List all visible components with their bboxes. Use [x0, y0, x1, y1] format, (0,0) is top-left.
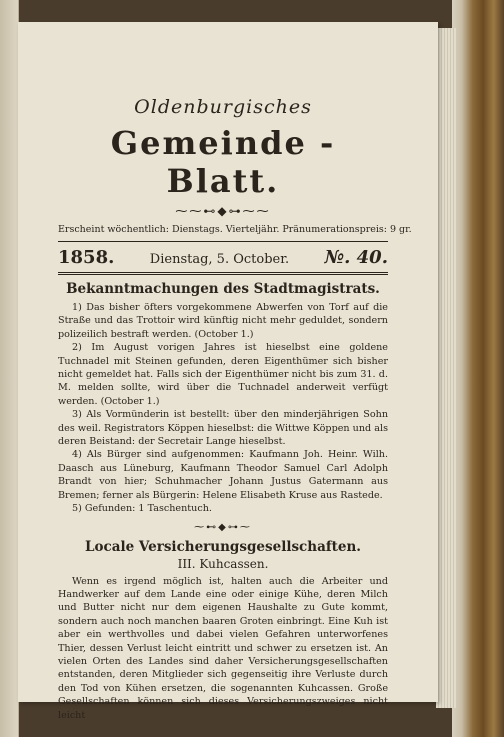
page-stack-edges: [436, 28, 456, 708]
dateline: [58, 247, 388, 268]
book-spine: [452, 0, 504, 737]
paragraph: 3) Als Vormünderin ist bestellt: über den minderjährigen Sohn des weil. Registrators Köppen hieselbst: die Wittwe Köppen und als deren Beistand: der Secretair Lange hieselbst.: [58, 409, 388, 448]
publication-info: Erscheint wöchentlich: Dienstags. Vierteljähr. Pränumerationspreis: 9 gr.: [58, 224, 412, 235]
paragraph: 4) Als Bürger sind aufgenommen: Kaufmann Joh. Heinr. Wilh. Daasch aus Lüneburg, Kaufmann Theodor Samuel Carl Adolph Brandt von hier; Schuhmacher Johann Justus Gatermann aus Bremen; ferner als Bürgerin: Helene Elisabeth Kruse aus Rastede.: [58, 449, 388, 501]
newspaper-page: [18, 22, 438, 721]
section-body-magistrat: [58, 301, 388, 516]
paragraph: 1) Das bisher öfters vorgekommene Abwerfen von Torf auf die Straße und das Trottoir wird künftig nicht mehr geduldet, sondern polizeilich bestraft werden. (October 1.): [58, 302, 388, 340]
masthead-title: Gemeinde - Blatt.: [110, 124, 336, 200]
masthead-line1: Oldenburgisches: [134, 96, 312, 118]
book-left-edge: [0, 0, 19, 737]
page-content: [58, 44, 412, 722]
divider-double-rule: [58, 272, 388, 275]
paragraph: 5) Gefunden: 1 Taschentuch.: [72, 503, 212, 515]
section-heading-magistrat: Bekanntmachungen des Stadtmagistrats.: [66, 281, 380, 297]
divider-rule: [58, 241, 388, 242]
section-divider-ornament: ⁓⊷◆⊶⁓: [194, 521, 252, 533]
section-heading-insurance: Locale Versicherungsgesellschaften.: [85, 538, 361, 555]
section-subheading: III. Kuhcassen.: [177, 556, 269, 571]
issue-date: Dienstag, 5. October.: [149, 252, 290, 267]
issue-number: №. 40.: [324, 247, 388, 268]
section-body-insurance: [58, 575, 388, 722]
paragraph: Wenn es irgend möglich ist, halten auch die Arbeiter und Handwerker auf dem Lande eine oder einige Kühe, deren Milch und Butter nicht nur dem eigenen Haushalte zu Gute kommt, sondern auch noch manchen baaren Groten einbringt. Eine Kuh ist aber ein werthvolles und dabei vielen Gefahren unterworfenes Thier, dessen Verlust leicht eintritt und schwer zu ersetzen ist. An vielen Orten des Landes sind daher Versicherungsgesellschaften entstanden, deren Mitglieder sich gegenseitig ihre Verluste durch den Tod von Kühen ersetzen, die sogenannten Kuhcassen. Große Gesellschaften können sich dieses Versicherungszweiges nicht leicht: [58, 575, 388, 721]
paragraph: 2) Im August vorigen Jahres ist hieselbst eine goldene Tuchnadel mit Steinen gefunden, deren Eigenthümer sich bisher nicht gemeldet hat. Falls sich der Eigenthümer nicht bis zum 31. d. M. melden sollte, wird über die Tuchnadel anderweit verfügt werden. (October 1.): [58, 342, 388, 407]
issue-year: 1858.: [58, 247, 115, 268]
masthead-ornament: ⁓⁓⊷◆⊶⁓⁓: [175, 204, 271, 218]
